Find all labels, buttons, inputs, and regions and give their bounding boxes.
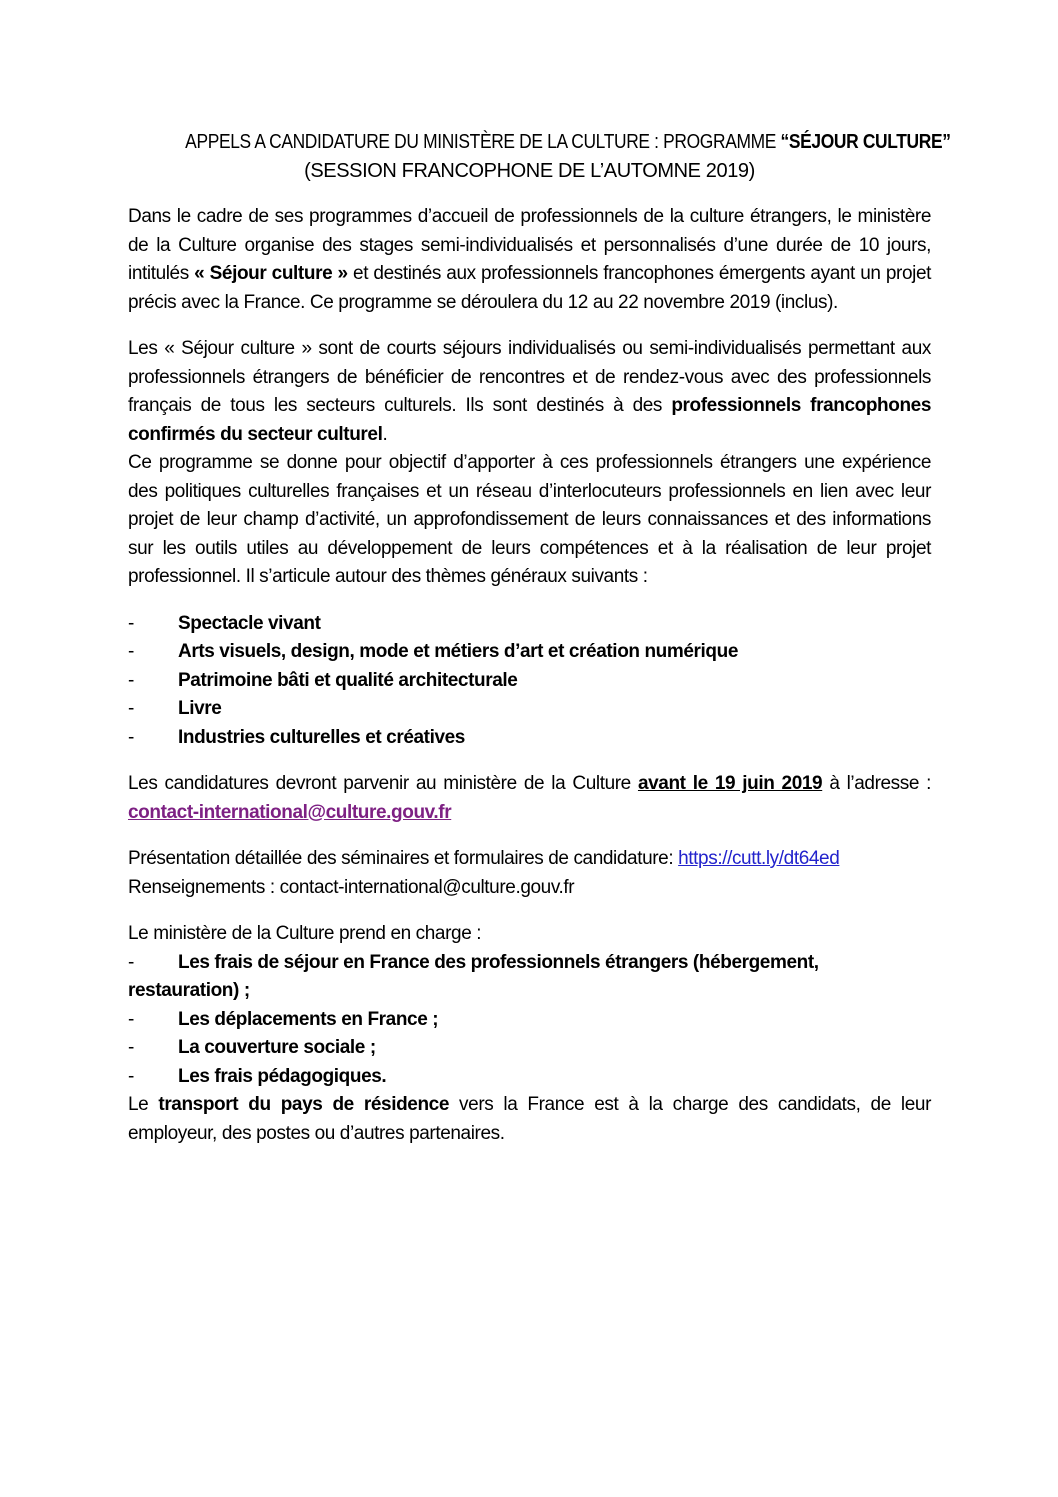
paragraph-details (128, 845, 931, 902)
dash-marker: - (128, 951, 134, 973)
contact-email-text: contact-international@culture.gouv.fr (279, 876, 575, 898)
list-item (128, 724, 931, 753)
theme-industries-culturelles: Industries culturelles et créatives (178, 726, 465, 748)
dash-marker: - (128, 726, 134, 748)
dash-marker: - (128, 698, 134, 719)
document-title (128, 128, 951, 185)
intro-text-post: et destinés aux professionnels francophones émergents ayant un projet précis avec la France. Ce programme se déroulera du 12 au 22 novembre 2019 (inclus). (128, 263, 932, 313)
list-item (128, 949, 931, 978)
theme-arts-visuels: Arts visuels, design, mode et métiers d’art et création numérique (178, 641, 739, 662)
dash-marker: - (128, 641, 134, 662)
themes-list (128, 610, 931, 753)
intro-program-name: « Séjour culture » (194, 263, 348, 284)
paragraph-transport (128, 1091, 931, 1148)
application-email-link[interactable]: contact-international@culture.gouv.fr (128, 801, 452, 823)
title-program-name: “SÉJOUR CULTURE” (780, 131, 951, 153)
coverage-section (128, 920, 931, 1091)
coverage-item-deplacements: Les déplacements en France ; (178, 1008, 439, 1030)
list-item (128, 667, 931, 696)
description-text-pre: Les « Séjour culture » sont de courts séjours individualisés ou semi-individualisés permettant aux professionnels étrangers de bénéficier de rencontres et de rendez-vous avec des professionnels français de tous les secteurs culturels. Ils sont destinés à des (128, 338, 931, 416)
title-line-2: (SESSION FRANCOPHONE DE L’AUTOMNE 2019) (304, 159, 755, 182)
coverage-item-sejour-continuation: restauration) ; (128, 980, 250, 1001)
theme-spectacle-vivant: Spectacle vivant (178, 612, 321, 634)
list-item (128, 1006, 931, 1035)
list-item (128, 695, 931, 724)
paragraph-intro (128, 203, 931, 317)
paragraph-description (128, 335, 931, 449)
theme-livre: Livre (178, 698, 222, 719)
transport-text-post: vers la France est à la charge des candidats, de leur employeur, des postes ou d’autres partenaires. (128, 1094, 931, 1144)
theme-patrimoine: Patrimoine bâti et qualité architecturale (178, 669, 518, 691)
intro-text-pre: Dans le cadre de ses programmes d’accueil de professionnels de la culture étrangers, le ministère de la Culture organise des stages semi-individualisés et personnalisés d’une durée de 10 jours, intitulés (128, 206, 931, 284)
paragraph-deadline (128, 770, 931, 827)
contact-label: Renseignements : (128, 876, 280, 898)
transport-text-pre: Le (128, 1094, 159, 1115)
dash-marker: - (128, 669, 134, 691)
deadline-text-mid: à l’adresse : (822, 773, 932, 794)
title-line-1 (128, 128, 951, 157)
list-item (128, 638, 931, 667)
dash-marker: - (128, 1065, 134, 1087)
paragraph-objective: Ce programme se donne pour objectif d’apporter à ces professionnels étrangers une expérience des politiques culturelles françaises et un réseau d’interlocuteurs professionnels en lien avec leur projet de leur champ d’activité, un approfondissement de leurs connaissances et des informations sur les outils utiles au développement de leurs compétences et à la réalisation de leur projet professionnel. Il s’articule autour des thèmes généraux suivants : (128, 452, 931, 587)
details-text-pre: Présentation détaillée des séminaires et formulaires de candidature: (128, 848, 679, 869)
list-item (128, 1034, 931, 1063)
deadline-text-pre: Les candidatures devront parvenir au ministère de la Culture (128, 773, 638, 794)
title-line1-text: APPELS A CANDIDATURE DU MINISTÈRE DE LA CULTURE : PROGRAMME (185, 131, 781, 153)
coverage-item-frais-pedagogiques: Les frais pédagogiques. (178, 1065, 387, 1087)
deadline-date: avant le 19 juin 2019 (637, 773, 823, 794)
coverage-item-couverture-sociale: La couverture sociale ; (178, 1037, 376, 1058)
dash-marker: - (128, 612, 134, 634)
dash-marker: - (128, 1008, 134, 1030)
description-bold-audience: professionnels francophones confirmés du secteur culturel (128, 395, 931, 445)
coverage-intro: Le ministère de la Culture prend en charge : (128, 923, 482, 944)
transport-bold-phrase: transport du pays de résidence (158, 1094, 449, 1115)
list-item (128, 1063, 931, 1092)
dash-marker: - (128, 1037, 134, 1058)
seminar-details-url-link[interactable]: https://cutt.ly/dt64ed (678, 848, 840, 869)
description-text-post: . (382, 423, 388, 445)
list-item (128, 610, 931, 639)
coverage-item-sejour: Les frais de séjour en France des professionnels étrangers (hébergement, (178, 951, 819, 973)
